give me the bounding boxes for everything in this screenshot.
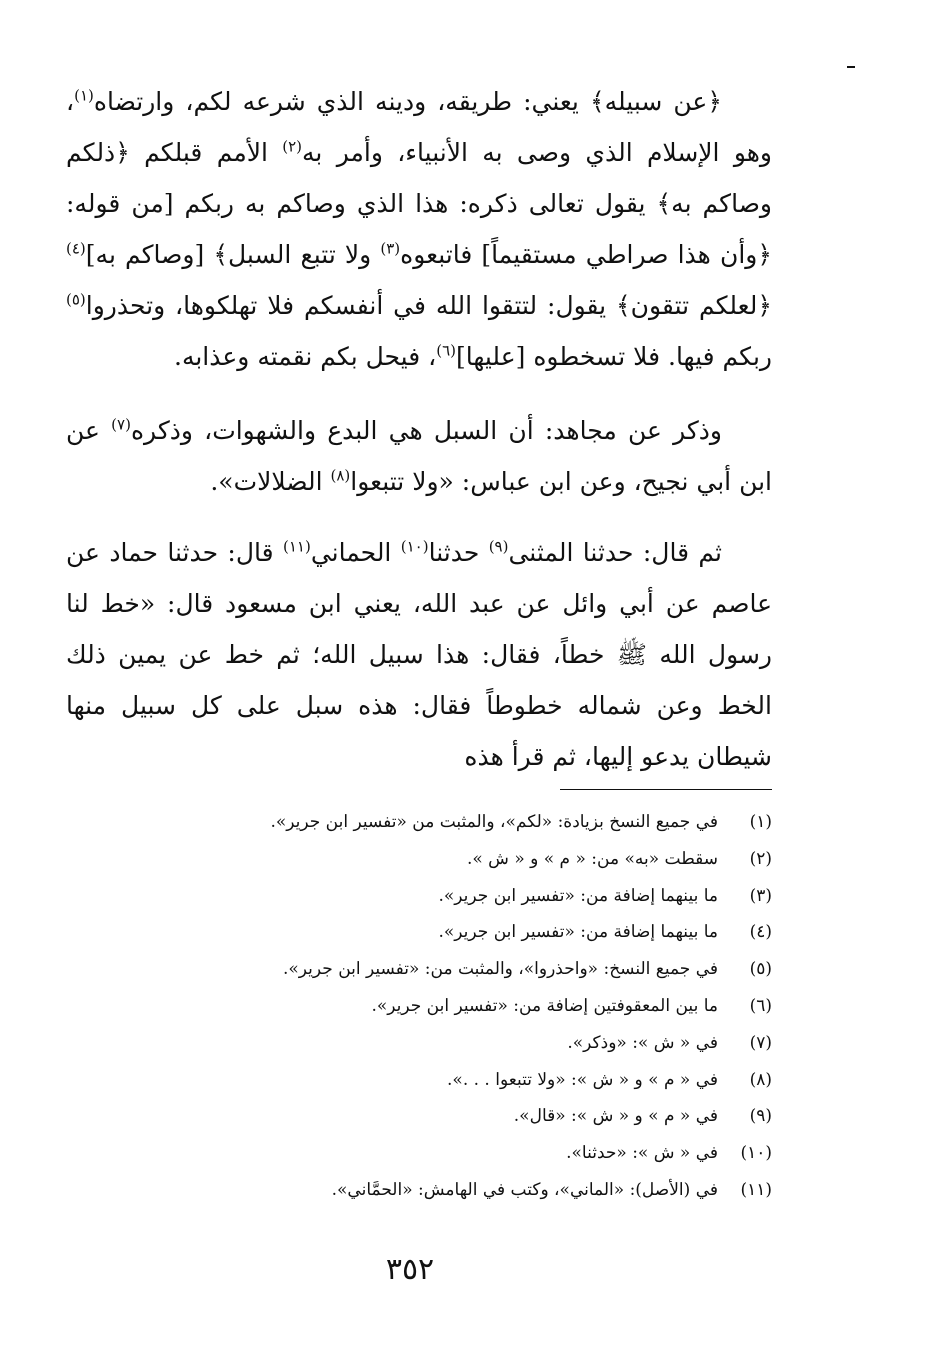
paragraph-text: قال: حدثنا حماد عن عاصم عن أبي وائل عن عبد الله، يعني ابن مسعود قال: «خط لنا رسول الله ﷺ خطاً، فقال: هذا سبيل الله؛ ثم خط عن يمين ذلك الخط وعن شماله خطوطاً فقال: هذه سبل على كل سبيل منها شيطان يدعو إليها، ثم قرأ هذه — [66, 538, 772, 771]
footnote-number: (١١) — [740, 1179, 772, 1200]
footnote — [120, 959, 772, 996]
footnote-ref: (٢) — [282, 137, 303, 156]
footnote-text: في جميع النسخ: «واحذروا»، والمثبت من: «تفسير ابن جرير». — [282, 959, 718, 980]
footnote-ref: (٨) — [330, 466, 351, 485]
footnote-ref: (١) — [74, 86, 94, 105]
footnote-number: (٨) — [749, 1069, 772, 1090]
footnote-number: (٦) — [749, 995, 772, 1016]
footnote-ref: (٦) — [436, 341, 456, 360]
footnote — [120, 922, 772, 959]
footnote-text: في « م » و « ش »: «قال». — [513, 1106, 718, 1127]
paragraph-text: ﴿عن سبيله﴾ يعني: طريقه، ودينه الذي شرعه لكم، وارتضاه — [93, 87, 722, 116]
footnote — [120, 1143, 772, 1180]
footnote-ref: (١١) — [282, 537, 311, 556]
footnote-number: (٢) — [749, 848, 772, 869]
footnote — [120, 1033, 772, 1070]
footnote-ref: (٤) — [66, 239, 86, 258]
paragraph-text: ثم قال: حدثنا المثنى — [508, 538, 722, 567]
page-number: ٣٥٢ — [385, 1252, 435, 1287]
paragraph-3 — [66, 527, 772, 782]
footnote-text: ما بين المعقوفتين إضافة من: «تفسير ابن جرير». — [371, 995, 718, 1016]
footnote — [120, 1180, 772, 1217]
footnote — [120, 996, 772, 1033]
paragraph-text: الحماني — [310, 538, 401, 567]
footnote-ref: (١٠) — [400, 537, 429, 556]
footnote-ref: (٩) — [488, 537, 509, 556]
footnote-number: (١٠) — [740, 1143, 772, 1164]
footnotes — [120, 812, 772, 1217]
paragraph-text: وذكر عن مجاهد: أن السبل هي البدع والشهوات، وذكره — [130, 416, 722, 445]
footnote-text: ما بينهما إضافة من: «تفسير ابن جرير». — [438, 922, 718, 943]
footnote-ref: (٣) — [380, 239, 401, 258]
paragraph-text: ﴿لعلكم تتقون﴾ يقول: لتتقوا الله في أنفسكم فلا تهلكوها، وتحذروا — [85, 291, 772, 320]
footnote — [120, 1106, 772, 1143]
paragraph-text: ، وهو الإسلام الذي وصى به الأنبياء، وأمر به — [66, 87, 772, 167]
footnote — [120, 849, 772, 886]
footnote — [120, 1070, 772, 1107]
footnote-text: ما بينهما إضافة من: «تفسير ابن جرير». — [438, 885, 718, 906]
paragraph-text: عن ابن أبي نجيح، وعن ابن عباس: «ولا تتبعوا — [66, 416, 772, 496]
footnote-text: في « ش »: «حدثنا». — [566, 1143, 718, 1164]
footnote-number: (٧) — [749, 1032, 772, 1053]
margin-mark — [847, 66, 855, 68]
footnote — [120, 886, 772, 923]
footnote-text: سقطت «به» من: « م » و « ش ». — [466, 848, 718, 869]
paragraph-text: ، فيحل بكم نقمته وعذابه. — [174, 342, 437, 371]
footnote-number: (٣) — [749, 885, 772, 906]
footnote-number: (١) — [749, 812, 772, 832]
footnote-number: (٥) — [749, 959, 772, 980]
footnote-ref: (٧) — [111, 415, 131, 434]
footnote-text: في جميع النسخ بزيادة: «لكم»، والمثبت من «تفسير ابن جرير». — [270, 812, 718, 832]
paragraph-1 — [66, 76, 772, 382]
paragraph-text: الضلالات». — [210, 467, 331, 496]
paragraph-text: الأمم قبلكم ﴿ذلكم وصاكم به﴾ يقول تعالى ذكره: هذا الذي وصاكم به ربكم [من قوله: ﴿وأن هذا صراطي مستقيماً] فاتبعوه — [66, 138, 772, 269]
footnote-text: في (الأصل): «الماني»، وكتب في الهامش: «الحمَّاني». — [331, 1179, 718, 1200]
footnote-number: (٩) — [749, 1106, 772, 1127]
footnote-separator — [560, 789, 772, 790]
footnote-text: في « ش »: «وذكر». — [567, 1032, 718, 1053]
footnote-ref: (٥) — [66, 290, 86, 309]
paragraph-text: حدثنا — [428, 538, 489, 567]
footnote-text: في « م » و « ش »: «ولا تتبعوا . . .». — [447, 1069, 718, 1090]
paragraph-text: ولا تتبع السبل﴾ [وصاكم به] — [85, 240, 381, 269]
footnote-number: (٤) — [749, 922, 772, 943]
footnote — [120, 812, 772, 849]
paragraph-text: ربكم فيها. فلا تسخطوه [عليها] — [455, 342, 772, 371]
paragraph-2 — [66, 405, 772, 507]
